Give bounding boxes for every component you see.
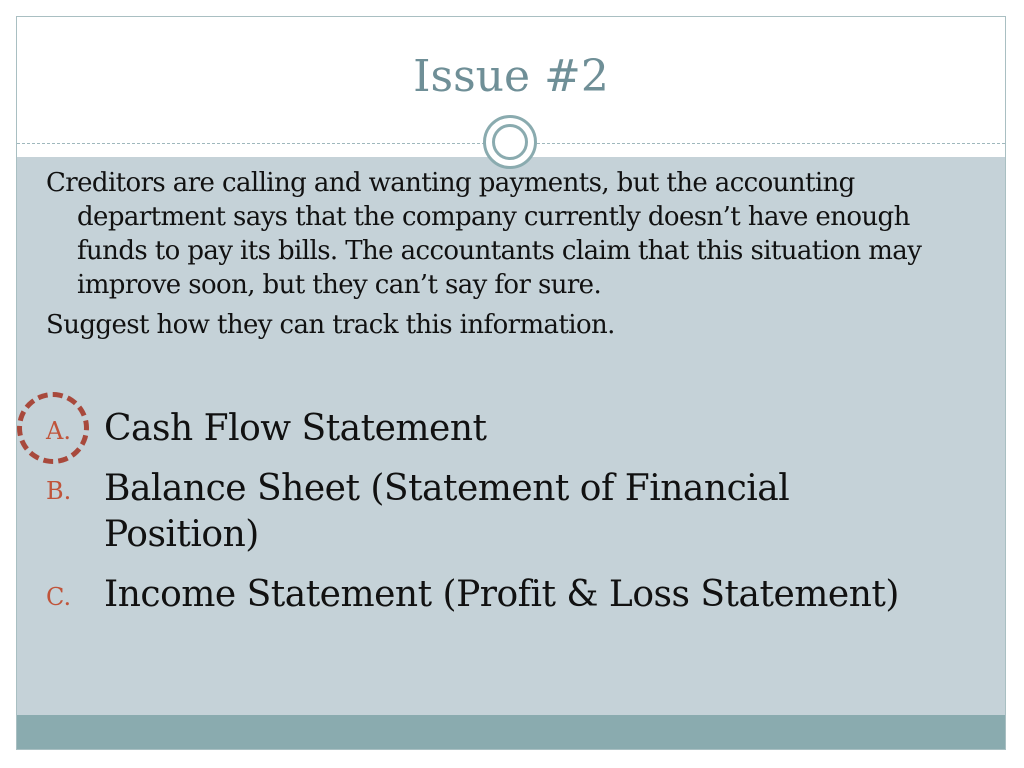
question-text bbox=[46, 166, 946, 348]
option-a bbox=[46, 406, 946, 452]
dashed-circle-icon bbox=[17, 392, 89, 464]
option-b bbox=[46, 466, 946, 558]
question-paragraph: Creditors are calling and wanting payments, but the accounting department says that the company currently doesn’t have enough funds to pay its bills. The accountants claim that this situation may improve soon, but they can’t say for sure. bbox=[46, 168, 922, 300]
question-prompt: Suggest how they can track this information. bbox=[46, 310, 615, 340]
slide-title: Issue #2 bbox=[413, 51, 609, 102]
option-text: Income Statement (Profit & Loss Statement) bbox=[104, 574, 899, 615]
slide bbox=[16, 16, 1006, 750]
option-text: Balance Sheet (Statement of Financial Position) bbox=[104, 468, 790, 555]
option-c bbox=[46, 572, 946, 618]
bottom-accent-band bbox=[17, 715, 1005, 749]
double-circle-ornament-icon bbox=[483, 115, 537, 169]
answer-options bbox=[46, 406, 946, 632]
option-letter: B. bbox=[46, 477, 72, 505]
option-letter: C. bbox=[46, 583, 72, 611]
option-letter: A. bbox=[46, 417, 71, 445]
option-text: Cash Flow Statement bbox=[104, 408, 487, 449]
